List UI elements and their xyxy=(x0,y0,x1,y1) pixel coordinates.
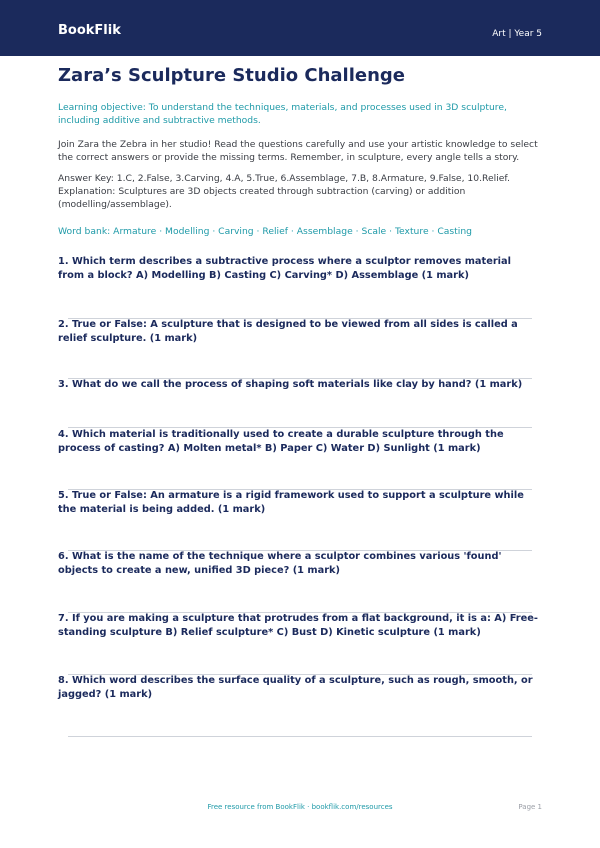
question-1: 1. Which term describes a subtractive process where a sculptor removes material from a block? A) Modelling B) Casting C) Carving* D) Assemblage (1 mark) xyxy=(58,256,512,281)
intro-paragraph: Join Zara the Zebra in her studio! Read the questions carefully and use your artistic knowledge to select the correct answers or provide the missing terms. Remember, in sculpture, every angle tells a story. xyxy=(58,139,538,163)
worksheet-title: Zara’s Sculpture Studio Challenge xyxy=(58,65,406,86)
word-bank: Word bank: Armature · Modelling · Carving · Relief · Assemblage · Scale · Texture · Casting xyxy=(58,226,472,237)
subject-year-label: Art | Year 5 xyxy=(492,29,542,39)
answer-key: Answer Key: 1.C, 2.False, 3.Carving, 4.A, 5.True, 6.Assemblage, 7.B, 8.Armature, 9.False, 10.Relief. xyxy=(58,173,510,184)
answer-key-block xyxy=(58,172,542,211)
answer-line-8[interactable] xyxy=(68,736,532,737)
footer-resource-link[interactable]: Free resource from BookFlik · bookflik.com/resources xyxy=(207,803,393,811)
page-number: Page 1 xyxy=(518,803,542,811)
page-header xyxy=(0,0,600,56)
question-8: 8. Which word describes the surface quality of a sculpture, such as rough, smooth, or jagged? (1 mark) xyxy=(58,675,533,700)
question-5: 5. True or False: An armature is a rigid framework used to support a sculpture while the material is being added. (1 mark) xyxy=(58,490,524,515)
question-4: 4. Which material is traditionally used to create a durable sculpture through the process of casting? A) Molten metal* B) Paper C) Water D) Sunlight (1 mark) xyxy=(58,429,504,454)
question-2: 2. True or False: A sculpture that is designed to be viewed from all sides is called a relief sculpture. (1 mark) xyxy=(58,319,518,344)
explanation: Explanation: Sculptures are 3D objects created through subtraction (carving) or addition (modelling/assemblage). xyxy=(58,186,466,210)
question-3: 3. What do we call the process of shaping soft materials like clay by hand? (1 mark) xyxy=(58,379,523,390)
question-6: 6. What is the name of the technique where a sculptor combines various 'found' objects to create a new, unified 3D piece? (1 mark) xyxy=(58,551,502,576)
question-7: 7. If you are making a sculpture that protrudes from a flat background, it is a: A) Free-standing sculpture B) Relief sculpture* C) Bust D) Kinetic sculpture (1 mark) xyxy=(58,613,538,638)
brand-logo-text: BookFlik xyxy=(58,23,121,38)
learning-objective: Learning objective: To understand the techniques, materials, and processes used in 3D sculpture, including additive and subtractive methods. xyxy=(58,102,507,126)
